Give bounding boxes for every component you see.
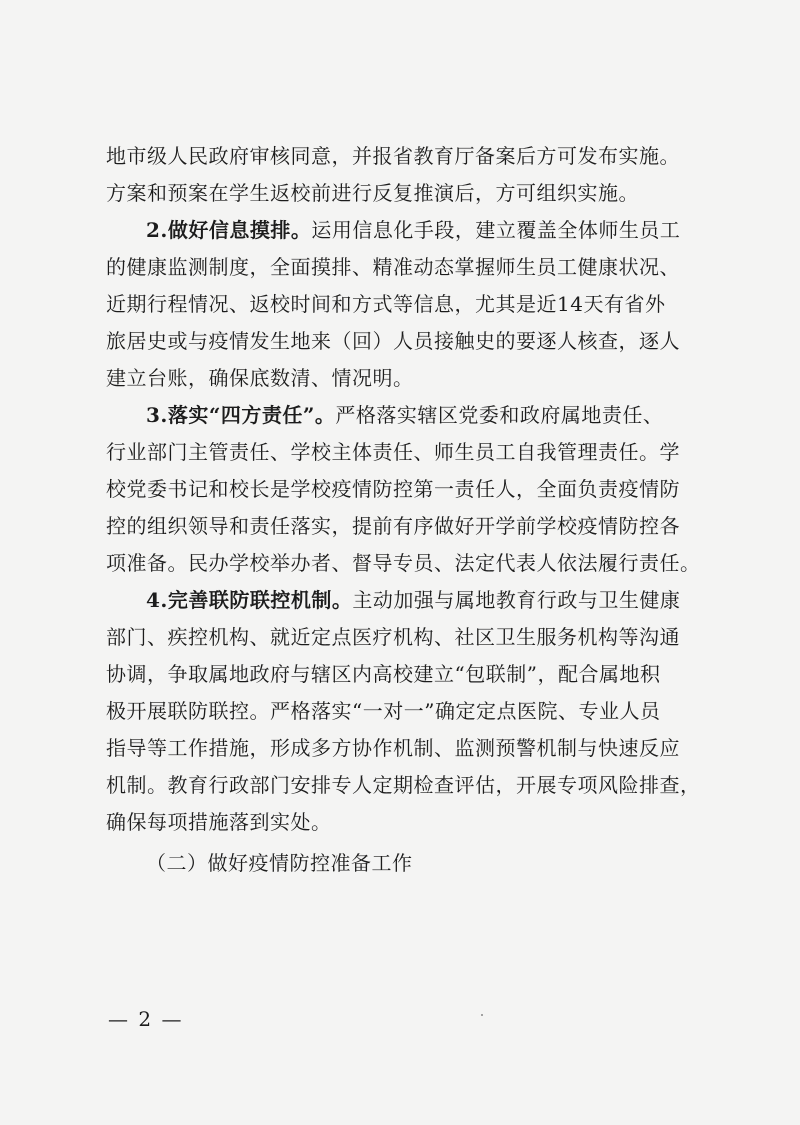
scan-speck xyxy=(481,1014,483,1016)
paragraph-4 xyxy=(106,582,701,841)
text-line: 的健康监测制度，全面摸排、精准动态掌握师生员工健康状况、 xyxy=(106,255,680,279)
text-line: 机制。教育行政部门安排专人定期检查评估，开展专项风险排查， xyxy=(106,773,701,797)
text-line: 确保每项措施落到实处。 xyxy=(106,810,332,834)
text-line: 指导等工作措施，形成多方协作机制、监测预警机制与快速反应 xyxy=(106,736,680,760)
text-line: 方案和预案在学生返校前进行反复推演后，方可组织实施。 xyxy=(106,181,639,205)
document-body xyxy=(106,138,701,882)
text-line: 极开展联防联控。严格落实“一对一”确定定点医院、专业人员 xyxy=(106,699,661,723)
paragraph-1 xyxy=(106,138,696,212)
page-number: — 2 — xyxy=(108,1007,184,1031)
first-line xyxy=(106,212,696,249)
paragraph-2 xyxy=(106,212,696,397)
text-line: 校党委书记和校长是学校疫情防控第一责任人，全面负责疫情防 xyxy=(106,477,680,501)
text-line: 协调，争取属地政府与辖区内高校建立“包联制”，配合属地积 xyxy=(106,662,661,686)
text-line: 行业部门主管责任、学校主体责任、师生员工自我管理责任。学 xyxy=(106,440,680,464)
text-line: 项准备。民办学校举办者、督导专员、法定代表人依法履行责任。 xyxy=(106,551,701,575)
first-line xyxy=(106,582,696,619)
text-line: 部门、疾控机构、就近定点医疗机构、社区卫生服务机构等沟通 xyxy=(106,625,680,649)
paragraph-heading: 2.做好信息摸排。 xyxy=(146,218,312,242)
first-line xyxy=(106,397,696,434)
text-line: 控的组织领导和责任落实，提前有序做好开学前学校疫情防控各 xyxy=(106,514,680,538)
text-line: 建立台账，确保底数清、情况明。 xyxy=(106,366,414,390)
section-heading xyxy=(106,845,696,882)
text-run: 主动加强与属地教育行政与卫生健康 xyxy=(352,588,681,612)
text-line: 地市级人民政府审核同意，并报省教育厅备案后方可发布实施。 xyxy=(106,144,680,168)
paragraph-heading: 3.落实“四方责任”。 xyxy=(146,403,336,427)
text-line: 旅居史或与疫情发生地来（回）人员接触史的要逐人核查，逐人 xyxy=(106,329,680,353)
text-run: 严格落实辖区党委和政府属地责任、 xyxy=(335,403,664,427)
text-line: 近期行程情况、返校时间和方式等信息，尤其是近14天有省外 xyxy=(106,292,666,316)
paragraph-heading: 4.完善联防联控机制。 xyxy=(146,588,353,612)
section-heading-text: （二）做好疫情防控准备工作 xyxy=(146,851,413,875)
text-run: 运用信息化手段，建立覆盖全体师生员工 xyxy=(311,218,681,242)
paragraph-3 xyxy=(106,397,701,582)
